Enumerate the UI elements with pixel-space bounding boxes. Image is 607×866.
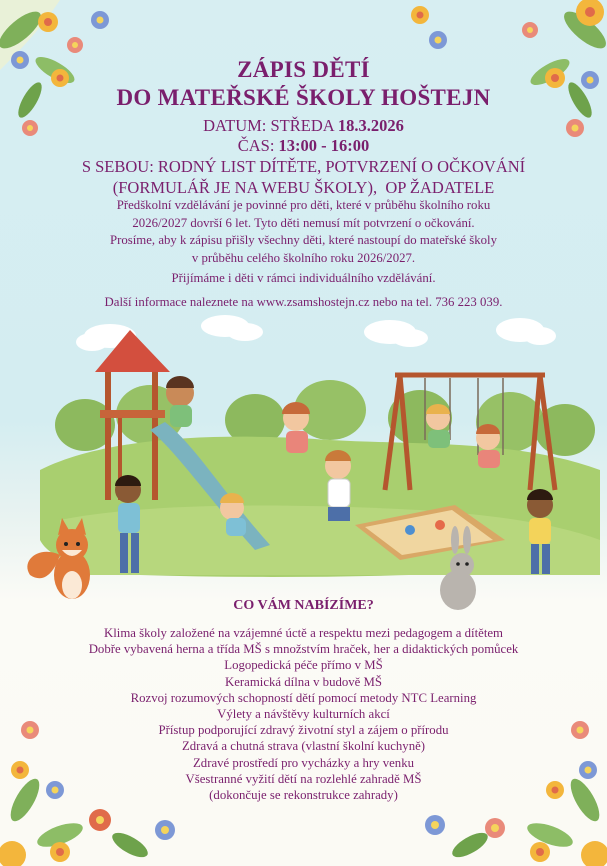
date-value: 18.3.2026: [337, 116, 404, 135]
offer-item: Klima školy založené na vzájemné úctě a respektu mezi pedagogem a dítětem: [103, 626, 504, 640]
title-line-2: DO MATEŘSKÉ ŠKOLY HOŠTEJN: [116, 85, 491, 110]
date-line: [0, 116, 607, 136]
bring-documents: [0, 156, 607, 198]
offer-item: Přístup podporující zdravý životní styl a zájem o přírodu: [158, 723, 449, 738]
title-line-1: ZÁPIS DĚTÍ: [237, 57, 370, 82]
offer-item: Všestranné vyžití dětí na rozlehlé zahradě MŠ: [185, 771, 422, 786]
info-line: Předškolní vzdělávání je povinné pro děti, které v průběhu školního roku: [116, 198, 491, 212]
info-line: v průběhu celého školního roku 2026/2027.: [191, 250, 416, 265]
time-line: [0, 136, 607, 156]
offer-item: Rozvoj rozumových schopností dětí pomocí metody NTC Learning: [130, 690, 477, 705]
offer-item: Zdravé prostředí pro vycházky a hry venku: [192, 755, 415, 770]
bring-line-1: S SEBOU: RODNÝ LIST DÍTĚTE, POTVRZENÍ O OČKOVÁNÍ: [81, 157, 526, 176]
info-paragraph: [0, 197, 607, 267]
more-info-contact: Další informace naleznete na www.zsamshostejn.cz nebo na tel. 736 223 039.: [104, 295, 503, 309]
offer-list: [0, 625, 607, 803]
bring-line-2: (FORMULÁŘ JE NA WEBU ŠKOLY), OP ŽADATELE: [112, 178, 495, 197]
offer-item: Logopedická péče přímo v MŠ: [224, 658, 383, 673]
info-line: 2026/2027 dovrší 6 let. Tyto děti nemusí mít potvrzení o očkování.: [132, 215, 475, 230]
clouds: [76, 315, 556, 351]
individual-education-note: Přijímáme i děti v rámci individuálního vzdělávání.: [171, 271, 436, 285]
info-line: Prosíme, aby k zápisu přišly všechny děti, které nastoupí do mateřské školy: [109, 233, 498, 247]
time-label: ČAS:: [237, 136, 279, 155]
date-label: DATUM: STŘEDA: [203, 116, 338, 135]
offer-item: Výlety a návštěvy kulturních akcí: [217, 707, 390, 722]
offer-item: Keramická dílna v budově MŠ: [224, 674, 383, 689]
offer-item: Zdravá a chutná strava (vlastní školní kuchyně): [181, 739, 426, 754]
time-value: 13:00 - 16:00: [278, 136, 370, 155]
offer-item: (dokončuje se rekonstrukce zahrady): [209, 788, 398, 803]
offer-item: Dobře vybavená herna a třída MŠ s množstvím hraček, her a didaktických pomůcek: [88, 642, 519, 657]
offer-heading: CO VÁM NABÍZÍME?: [233, 598, 374, 613]
